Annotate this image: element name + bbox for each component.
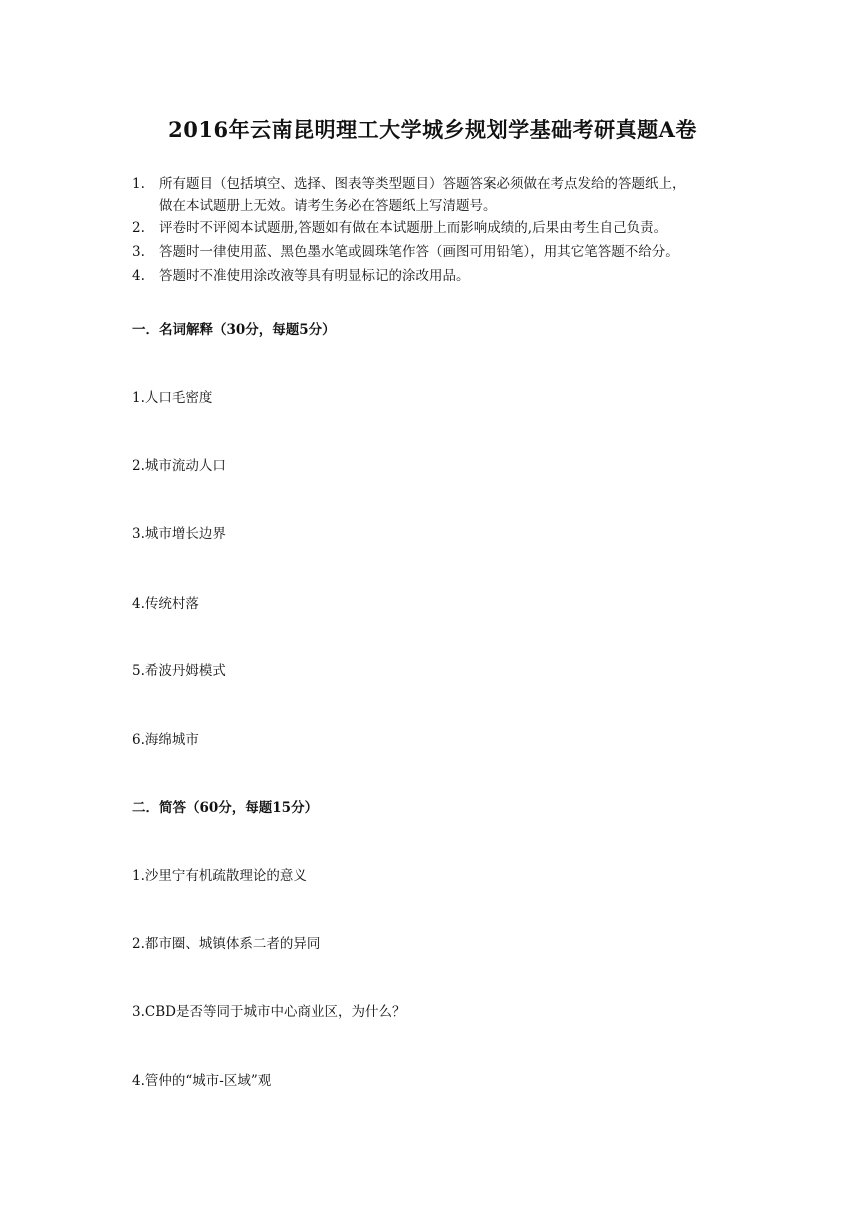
instruction-number: 2. [132, 220, 145, 236]
instruction-number: 3. [132, 244, 145, 260]
instruction-item [132, 217, 752, 239]
question-item: 1.人口毛密度 [132, 390, 213, 406]
question-item: 1.沙里宁有机疏散理论的意义 [132, 868, 307, 884]
question-item: 4.管仲的“城市-区域”观 [132, 1073, 272, 1089]
question-item: 4.传统村落 [132, 596, 199, 612]
section-heading: 二．简答（60分，每题15分） [132, 800, 319, 816]
instruction-text: 答题时一律使用蓝、黑色墨水笔或圆珠笔作答（画图可用铅笔），用其它笔答题不给分。 [159, 244, 679, 260]
instruction-number: 1. [132, 176, 145, 192]
instruction-text: 答题时不准使用涂改液等具有明显标记的涂改用品。 [159, 268, 470, 284]
question-item: 2.都市圈、城镇体系二者的异同 [132, 936, 321, 952]
question-item: 2.城市流动人口 [132, 458, 226, 474]
page-title: 2016年云南昆明理工大学城乡规划学基础考研真题A卷 [168, 117, 697, 142]
instruction-number: 4. [132, 268, 145, 284]
question-item: 5.希波丹姆模式 [132, 663, 226, 679]
question-item: 6.海绵城市 [132, 732, 199, 748]
question-item: 3.城市增长边界 [132, 526, 226, 542]
instruction-text: 评卷时不评阅本试题册,答题如有做在本试题册上而影响成绩的,后果由考生自己负责。 [159, 220, 668, 236]
question-item: 3.CBD是否等同于城市中心商业区，为什么？ [132, 1004, 406, 1020]
instruction-item [132, 241, 752, 263]
section-heading: 一．名词解释（30分，每题5分） [132, 322, 336, 338]
instruction-item [132, 173, 752, 217]
instruction-text: 所有题目（包括填空、选择、图表等类型题目）答题答案必须做在考点发给的答题纸上， [159, 176, 686, 192]
instruction-item [132, 265, 752, 287]
instruction-text: 做在本试题册上无效。请考生务必在答题纸上写清题号。 [159, 198, 497, 214]
